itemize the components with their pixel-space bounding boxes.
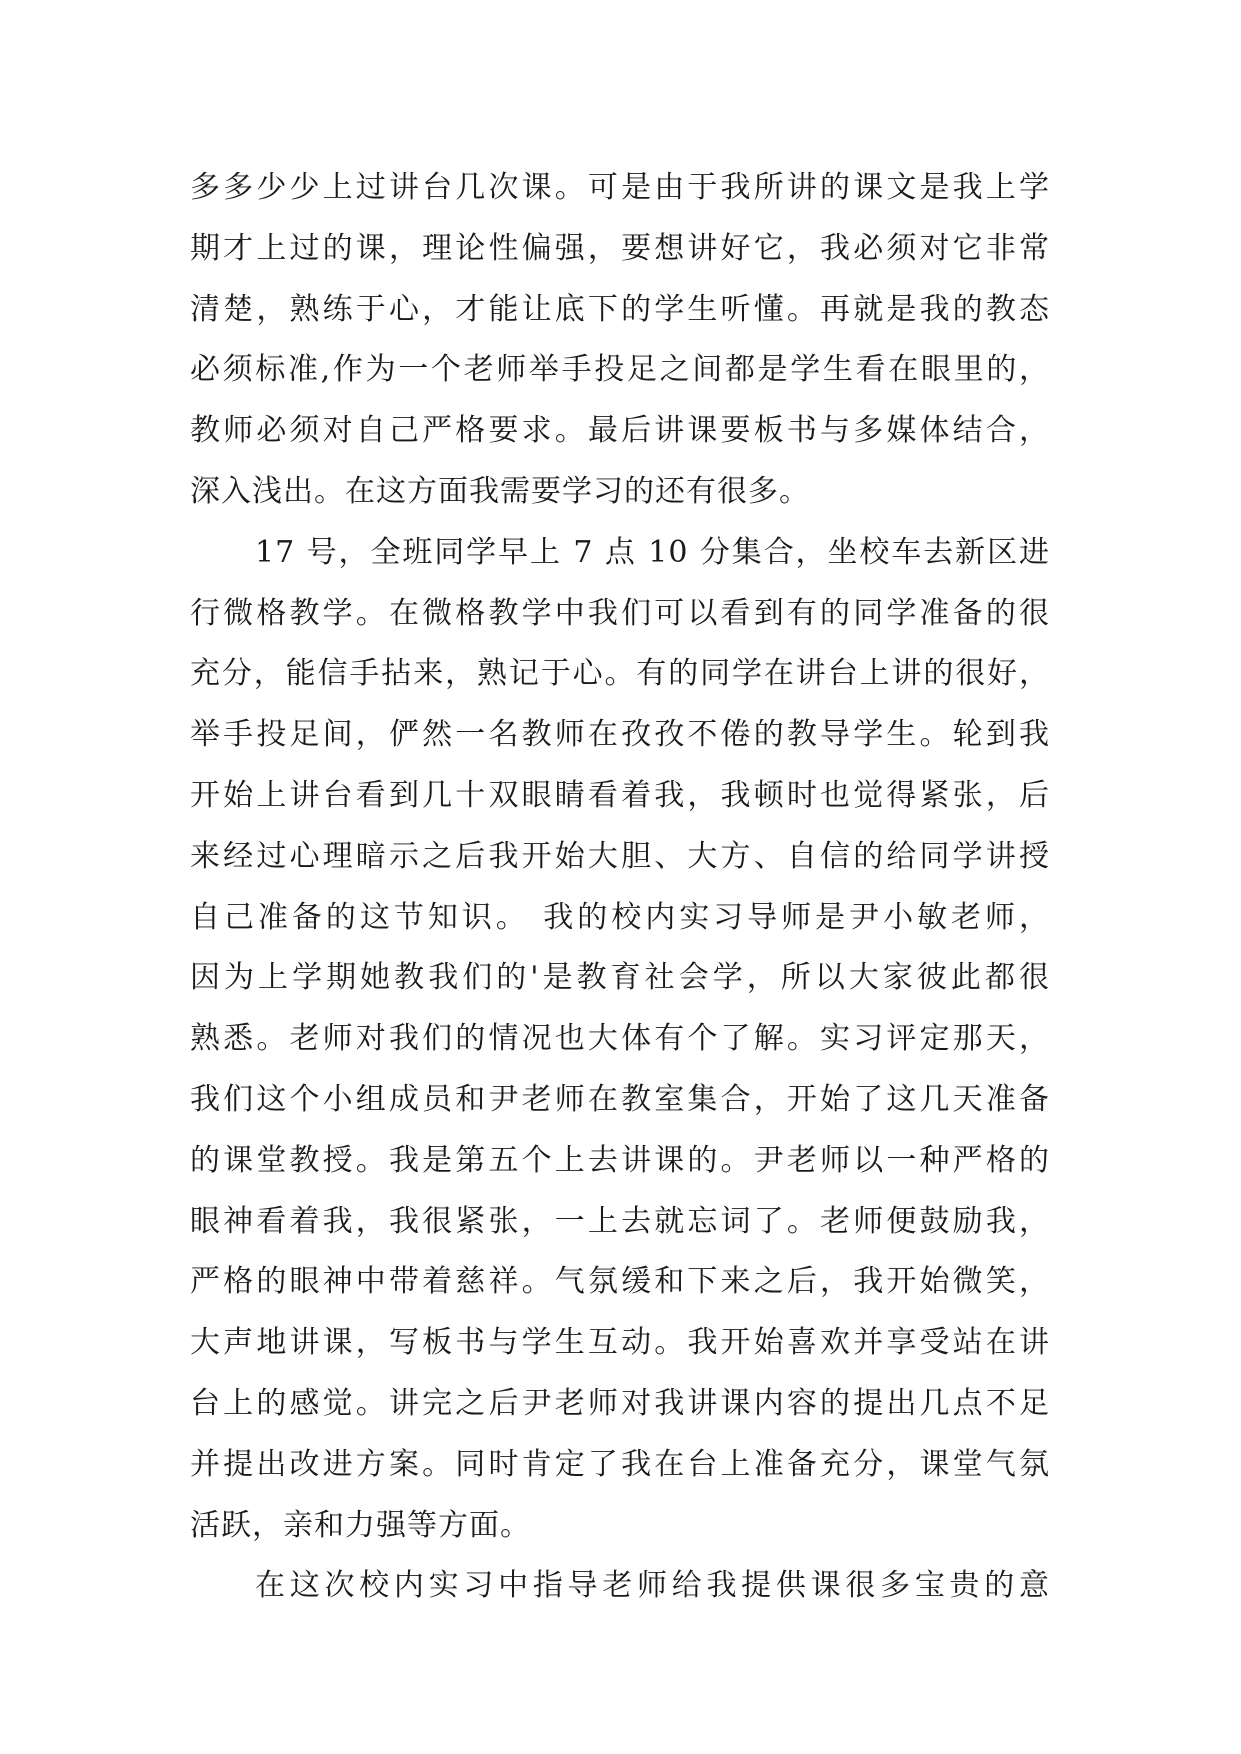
text-line: 眼神看着我，我很紧张，一上去就忘词了。老师便鼓励我，	[190, 1203, 1050, 1239]
text-line: 在这次校内实习中指导老师给我提供课很多宝贵的意	[255, 1568, 1050, 1604]
text-line: 多多少少上过讲台几次课。可是由于我所讲的课文是我上学	[190, 170, 1050, 205]
text-line: 并提出改进方案。同时肯定了我在台上准备充分，课堂气氛	[190, 1446, 1050, 1482]
text-line: 清楚，熟练于心，才能让底下的学生听懂。再就是我的教态	[190, 291, 1050, 327]
text-line: 举手投足间，俨然一名教师在孜孜不倦的教导学生。轮到我	[190, 717, 1050, 753]
text-line: 大声地讲课，写板书与学生互动。我开始喜欢并享受站在讲	[190, 1325, 1050, 1361]
text-line: 期才上过的课，理论性偏强，要想讲好它，我必须对它非常	[190, 230, 1050, 266]
text-line: 行微格教学。在微格教学中我们可以看到有的同学准备的很	[190, 595, 1050, 631]
text-line: 教师必须对自己严格要求。最后讲课要板书与多媒体结合，	[190, 413, 1050, 449]
text-line: 充分，能信手拈来，熟记于心。有的同学在讲台上讲的很好，	[190, 656, 1050, 692]
text-line: 严格的眼神中带着慈祥。气氛缓和下来之后，我开始微笑，	[190, 1264, 1050, 1300]
text-line: 17 号，全班同学早上 7 点 10 分集合，坐校车去新区进	[255, 534, 1050, 570]
text-line: 因为上学期她教我们的'是教育社会学，所以大家彼此都很	[190, 960, 1050, 996]
text-line: 熟悉。老师对我们的情况也大体有个了解。实习评定那天，	[190, 1021, 1050, 1057]
text-line: 必须标准,作为一个老师举手投足之间都是学生看在眼里的，	[190, 352, 1050, 388]
text-line: 的课堂教授。我是第五个上去讲课的。尹老师以一种严格的	[190, 1142, 1050, 1178]
text-line: 台上的感觉。讲完之后尹老师对我讲课内容的提出几点不足	[190, 1385, 1050, 1421]
text-line: 开始上讲台看到几十双眼睛看着我，我顿时也觉得紧张，后	[190, 777, 1050, 813]
text-line: 我们这个小组成员和尹老师在教室集合，开始了这几天准备	[190, 1081, 1050, 1117]
text-line: 自己准备的这节知识。 我的校内实习导师是尹小敏老师，	[190, 899, 1050, 935]
body-text	[190, 158, 1050, 1617]
text-line: 来经过心理暗示之后我开始大胆、大方、自信的给同学讲授	[190, 838, 1050, 874]
text-line: 活跃，亲和力强等方面。	[190, 1507, 531, 1543]
text-line: 深入浅出。在这方面我需要学习的还有很多。	[190, 473, 810, 509]
